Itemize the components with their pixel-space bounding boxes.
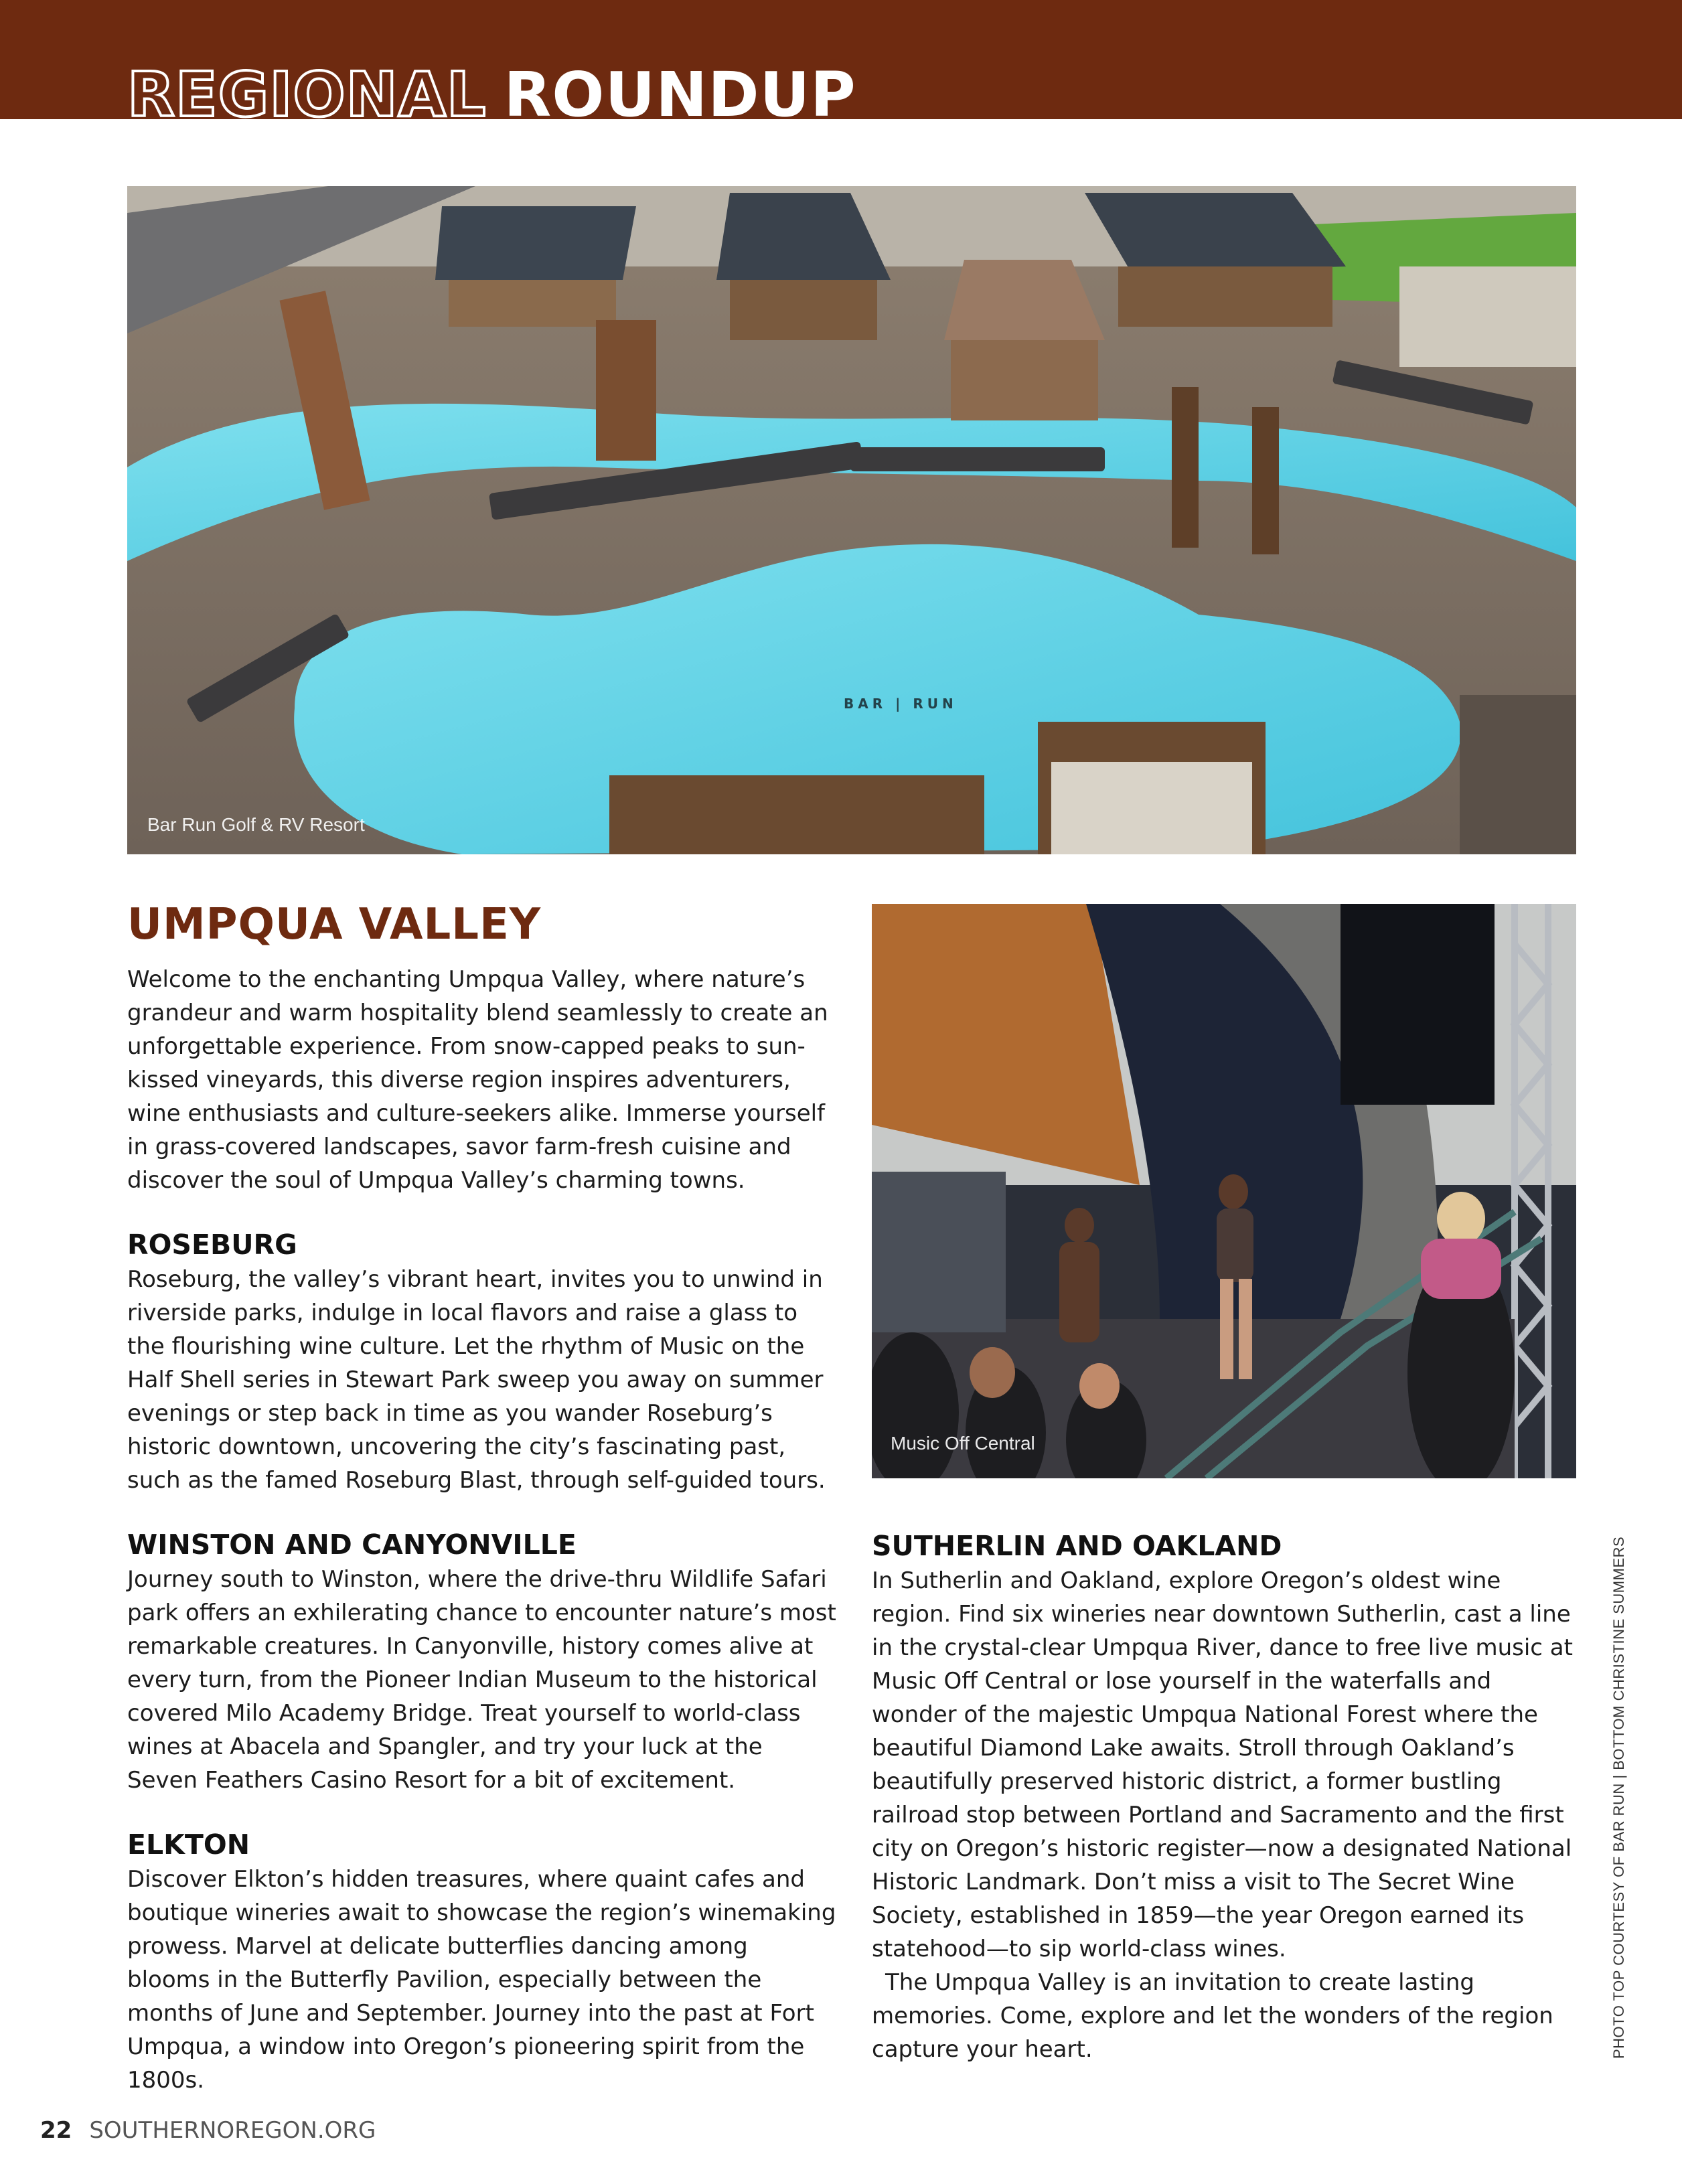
body-roseburg: Roseburg, the valley’s vibrant heart, invites you to unwind in riverside parks, indulge in local flavors and raise a glass to the flourishing wine culture. Let the rhythm of Music on the Half Shell series in Stewart Park sweep you away on summer evenings or step back in time as you wander Roseburg’s historic downtown, uncovering the city’s fascinating past, such as the famed Roseburg Blast, through self-guided tours. — [127, 1266, 826, 1494]
resort-pool-photo — [127, 186, 1576, 854]
footer-site: SOUTHERNOREGON.ORG — [89, 2117, 376, 2144]
body-sutherlin-oakland: In Sutherlin and Oakland, explore Oregon’s oldest wine region. Find six wineries near downtown Sutherlin, cast a line in the crystal-clear Umpqua River, dance to free live music at Music Off Central or lose yourself in the waterfalls and wonder of the majestic Umpqua National Forest where the beautiful Diamond Lake awaits. Stroll through Oakland’s beautifully preserved historic district, a former bustling railroad stop between Portland and Sacramento and the first city on Oregon’s historic register—now a designated National Historic Landmark. Don’t miss a visit to The Secret Wine Society, established in 1859—the year Oregon earned its statehood—to sip world-class wines. — [872, 1567, 1573, 1962]
body-winston-canyonville: Journey south to Winston, where the drive-thru Wildlife Safari park offers an exhilerating chance to encounter nature’s most remarkable creatures. In Canyonville, history comes alive at every turn, from the Pioneer Indian Museum to the historical covered Milo Academy Bridge. Treat yourself to world-class wines at Abacela and Spangler, and try your luck at the Seven Feathers Casino Resort for a bit of excitement. — [127, 1566, 836, 1794]
heading-sutherlin-oakland: SUTHERLIN AND OAKLAND — [872, 1530, 1282, 1562]
body-elkton: Discover Elkton’s hidden treasures, where quaint cafes and boutique wineries await to showcase the region’s winemaking prowess. Marvel at delicate butterflies dancing among blooms in the Butterfly Pavilion, especially between the months of June and September. Journey into the past at Fort Umpqua, a window into Oregon’s pioneering spirit from the 1800s. — [127, 1866, 836, 2094]
masthead-outline-word: REGIONAL — [127, 59, 487, 131]
section-masthead — [127, 55, 856, 135]
right-photo-caption: Music Off Central — [891, 1433, 1035, 1454]
heading-roseburg: ROSEBURG — [127, 1229, 297, 1261]
page-number: 22 — [40, 2117, 72, 2144]
right-column — [872, 1528, 1576, 2066]
photo-credit: PHOTO TOP COURTESY OF BAR RUN | BOTTOM CHRISTINE SUMMERS — [1610, 1536, 1627, 2059]
closing-paragraph: The Umpqua Valley is an invitation to create lasting memories. Come, explore and let the wonders of the region capture your heart. — [872, 1969, 1553, 2063]
heading-elkton: ELKTON — [127, 1828, 250, 1861]
intro-paragraph: Welcome to the enchanting Umpqua Valley, where nature’s grandeur and warm hospitality blend seamlessly to create an unforgettable experience. From snow-capped peaks to sun-kissed vineyards, this diverse region inspires adventurers, wine enthusiasts and culture-seekers alike. Immerse yourself in grass-covered landscapes, savor farm-fresh cuisine and discover the soul of Umpqua Valley’s charming towns. — [127, 966, 828, 1194]
pool-logo-text: BAR | RUN — [844, 696, 958, 712]
top-photo-caption: Bar Run Golf & RV Resort — [147, 814, 365, 835]
masthead-solid-word: ROUNDUP — [504, 59, 856, 131]
concert-photo — [872, 904, 1576, 1478]
article-title: UMPQUA VALLEY — [127, 900, 542, 949]
left-column — [127, 963, 837, 2097]
heading-winston-canyonville: WINSTON AND CANYONVILLE — [127, 1529, 577, 1561]
page-footer — [40, 2117, 376, 2144]
